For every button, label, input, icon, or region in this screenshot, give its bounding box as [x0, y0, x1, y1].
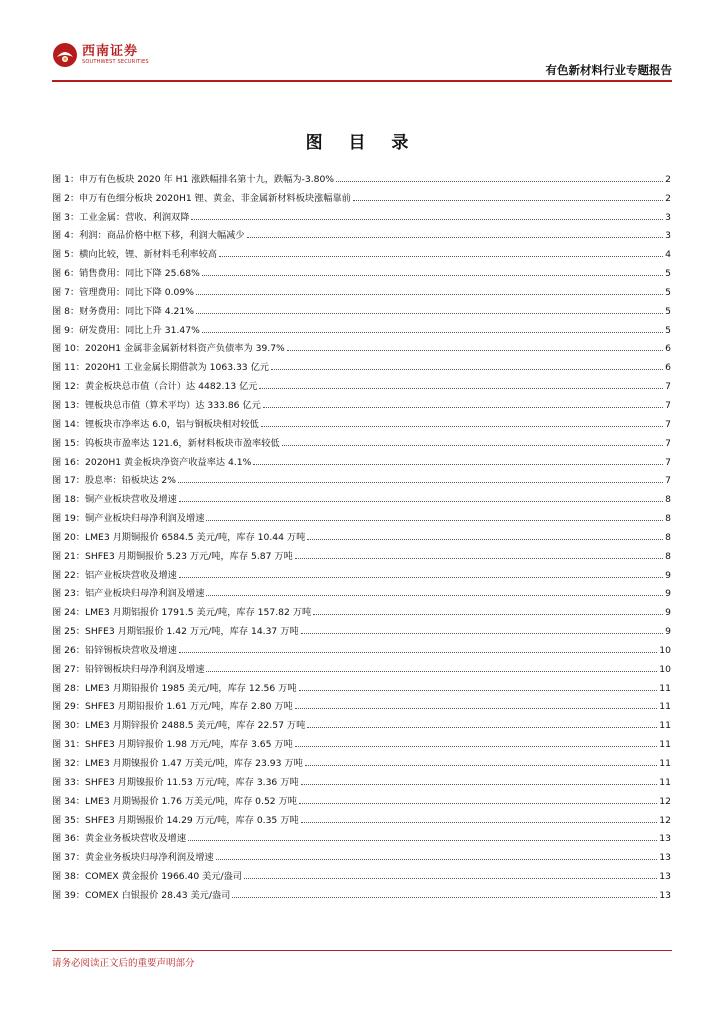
toc-entry-label: 图 7： [52, 286, 80, 298]
toc-dot-leader [295, 708, 658, 709]
toc-dot-leader [295, 746, 658, 747]
toc-entry-label: 图 18： [52, 494, 85, 506]
toc-dot-leader [179, 577, 663, 578]
toc-entry[interactable] [52, 336, 671, 355]
toc-entry-label: 图 36： [52, 833, 85, 845]
toc-entry-label: 图 8： [52, 305, 80, 317]
toc-entry-page: 6 [665, 362, 671, 374]
report-title: 有色新材料行业专题报告 [545, 63, 672, 77]
toc-entry-title: LME3 月期铅报价 1985 美元/吨，库存 12.56 万吨 [85, 682, 297, 694]
toc-entry-label: 图 4： [52, 230, 80, 242]
toc-entry-title: 工业金属：营收、利润双降 [79, 211, 190, 223]
toc-entry-page: 10 [659, 644, 671, 656]
toc-entry-label: 图 23： [52, 588, 85, 600]
toc-entry[interactable] [52, 204, 671, 223]
toc-dot-leader [244, 878, 657, 879]
toc-entry[interactable] [52, 223, 671, 242]
toc-entry-page: 7 [665, 456, 671, 468]
toc-entry-title: 锂板块总市值（算术平均）达 333.86 亿元 [85, 399, 261, 411]
toc-entry[interactable] [52, 562, 671, 581]
toc-entry-title: 锂板块市净率达 6.0，铝与铜板块相对较低 [85, 418, 259, 430]
toc-entry-page: 11 [659, 682, 671, 694]
toc-entry-page: 11 [659, 701, 671, 713]
toc-entry-title: 黄金业务板块归母净利润及增速 [85, 852, 214, 864]
footer-disclaimer: 请务必阅读正文后的重要声明部分 [52, 958, 195, 969]
toc-entry-label: 图 15： [52, 437, 85, 449]
toc-entry-label: 图 13： [52, 399, 85, 411]
toc-entry[interactable] [52, 769, 671, 788]
toc-entry-label: 图 27： [52, 663, 85, 675]
footer-divider [52, 950, 672, 951]
toc-entry-page: 9 [665, 607, 671, 619]
header-divider [52, 80, 672, 82]
toc-entry[interactable] [52, 298, 671, 317]
toc-entry-title: SHFE3 月期锌报价 1.98 万元/吨，库存 3.65 万吨 [85, 739, 293, 751]
toc-entry-title: LME3 月期锡报价 1.76 万美元/吨，库存 0.52 万吨 [85, 795, 297, 807]
toc-entry[interactable] [52, 241, 671, 260]
toc-entry-page: 11 [659, 720, 671, 732]
toc-dot-leader [301, 784, 658, 785]
toc-entry[interactable] [52, 581, 671, 600]
toc-entry-title: 铜产业板块营收及增速 [85, 494, 177, 506]
toc-dot-leader [247, 237, 664, 238]
toc-dot-leader [313, 614, 663, 615]
toc-entry[interactable] [52, 411, 671, 430]
toc-dot-leader [253, 464, 663, 465]
toc-entry-label: 图 22： [52, 569, 85, 581]
toc-entry[interactable] [52, 260, 671, 279]
toc-dot-leader [179, 652, 657, 653]
toc-entry[interactable] [52, 373, 671, 392]
toc-entry-page: 13 [659, 852, 671, 864]
toc-entry-title: 铅锌锡板块营收及增速 [85, 644, 177, 656]
toc-entry-page: 10 [659, 663, 671, 675]
toc-dot-leader [259, 388, 663, 389]
toc-entry-page: 11 [659, 776, 671, 788]
toc-dot-leader [206, 520, 663, 521]
toc-entry-page: 3 [665, 230, 671, 242]
toc-entry-label: 图 34： [52, 795, 85, 807]
figure-list [52, 166, 671, 901]
toc-entry-label: 图 21： [52, 550, 85, 562]
logo-english-name: SOUTHWEST SECURITIES [82, 59, 149, 65]
toc-entry-label: 图 39： [52, 889, 85, 901]
toc-entry-title: SHFE3 月期铝报价 1.42 万元/吨，库存 14.37 万吨 [85, 626, 299, 638]
toc-dot-leader [299, 690, 658, 691]
toc-entry-page: 9 [665, 569, 671, 581]
toc-entry-label: 图 16： [52, 456, 85, 468]
toc-entry-title: 横向比较，锂、新材料毛利率较高 [79, 249, 217, 261]
toc-entry[interactable] [52, 712, 671, 731]
toc-dot-leader [196, 294, 663, 295]
company-logo [52, 42, 149, 68]
toc-entry-page: 3 [665, 211, 671, 223]
toc-entry[interactable] [52, 449, 671, 468]
toc-entry-title: LME3 月期锌报价 2488.5 美元/吨，库存 22.57 万吨 [85, 720, 306, 732]
toc-dot-leader [206, 595, 663, 596]
toc-entry-title: 黄金板块总市值（合计）达 4482.13 亿元 [85, 381, 258, 393]
toc-entry-page: 5 [665, 324, 671, 336]
toc-dot-leader [216, 859, 658, 860]
toc-entry-title: 财务费用：同比下降 4.21% [79, 305, 194, 317]
toc-entry-label: 图 11： [52, 362, 85, 374]
toc-entry-label: 图 10： [52, 343, 85, 355]
toc-entry[interactable] [52, 354, 671, 373]
toc-dot-leader [178, 482, 663, 483]
page-header [0, 0, 724, 80]
toc-dot-leader [202, 332, 663, 333]
toc-entry-page: 7 [665, 418, 671, 430]
toc-dot-leader [196, 313, 663, 314]
toc-entry-title: 2020H1 黄金板块净资产收益率达 4.1% [85, 456, 252, 468]
toc-entry[interactable] [52, 675, 671, 694]
toc-entry-page: 8 [665, 550, 671, 562]
toc-entry[interactable] [52, 637, 671, 656]
toc-dot-leader [263, 407, 663, 408]
toc-entry[interactable] [52, 807, 671, 826]
toc-entry[interactable] [52, 826, 671, 845]
toc-entry-title: 研发费用：同比上升 31.47% [79, 324, 200, 336]
toc-dot-leader [282, 445, 664, 446]
toc-entry[interactable] [52, 279, 671, 298]
toc-entry-page: 8 [665, 494, 671, 506]
toc-entry-label: 图 38： [52, 871, 85, 883]
toc-entry-page: 8 [665, 531, 671, 543]
toc-entry-page: 7 [665, 399, 671, 411]
toc-entry-label: 图 37： [52, 852, 85, 864]
toc-entry-title: 管理费用：同比下降 0.09% [79, 286, 194, 298]
toc-entry-label: 图 3： [52, 211, 80, 223]
toc-entry-page: 6 [665, 343, 671, 355]
toc-entry-page: 13 [659, 871, 671, 883]
toc-dot-leader [307, 727, 657, 728]
toc-entry[interactable] [52, 750, 671, 769]
toc-entry[interactable] [52, 486, 671, 505]
toc-entry-label: 图 31： [52, 739, 85, 751]
toc-entry-title: COMEX 黄金报价 1966.40 美元/盎司 [85, 871, 243, 883]
toc-entry-title: 股息率：铅板块达 2% [85, 475, 176, 487]
toc-entry-label: 图 20： [52, 531, 85, 543]
toc-dot-leader [271, 369, 663, 370]
toc-dot-leader [301, 822, 658, 823]
toc-entry-label: 图 25： [52, 626, 85, 638]
toc-entry-title: 钨板块市盈率达 121.6，新材料板块市盈率较低 [85, 437, 280, 449]
toc-entry-label: 图 29： [52, 701, 85, 713]
logo-chinese-name: 西南证券 [82, 44, 139, 59]
toc-dot-leader [353, 200, 663, 201]
toc-entry[interactable] [52, 543, 671, 562]
toc-entry[interactable] [52, 656, 671, 675]
toc-entry[interactable] [52, 788, 671, 807]
toc-entry-title: 铜产业板块归母净利润及增速 [85, 513, 205, 525]
toc-dot-leader [299, 803, 657, 804]
toc-entry-page: 9 [665, 588, 671, 600]
toc-entry-page: 7 [665, 475, 671, 487]
toc-entry[interactable] [52, 844, 671, 863]
toc-entry-title: SHFE3 月期铜报价 5.23 万元/吨，库存 5.87 万吨 [85, 550, 293, 562]
toc-entry[interactable] [52, 505, 671, 524]
toc-dot-leader [295, 558, 663, 559]
toc-entry-title: 黄金业务板块营收及增速 [85, 833, 187, 845]
toc-entry-page: 13 [659, 889, 671, 901]
toc-dot-leader [202, 275, 663, 276]
toc-entry-label: 图 24： [52, 607, 85, 619]
toc-entry[interactable] [52, 185, 671, 204]
toc-entry-label: 图 17： [52, 475, 85, 487]
toc-dot-leader [179, 501, 663, 502]
toc-entry[interactable] [52, 317, 671, 336]
toc-entry-page: 8 [665, 513, 671, 525]
toc-entry-page: 2 [665, 173, 671, 185]
toc-entry-title: 铝产业板块归母净利润及增速 [85, 588, 205, 600]
toc-entry-page: 7 [665, 437, 671, 449]
toc-entry-title: LME3 月期铝报价 1791.5 美元/吨，库存 157.82 万吨 [85, 607, 312, 619]
toc-entry[interactable] [52, 468, 671, 487]
toc-entry-title: 2020H1 工业金属长期借款为 1063.33 亿元 [85, 362, 269, 374]
toc-entry-page: 7 [665, 381, 671, 393]
toc-entry[interactable] [52, 694, 671, 713]
toc-dot-leader [305, 765, 658, 766]
toc-entry-title: 申万有色板块 2020 年 H1 涨跌幅排名第十九，跌幅为-3.80% [79, 173, 335, 185]
toc-entry-title: 铅锌锡板块归母净利润及增速 [85, 663, 205, 675]
toc-entry-title: 利润：商品价格中枢下移，利润大幅减少 [79, 230, 245, 242]
toc-dot-leader [287, 350, 663, 351]
toc-dot-leader [336, 181, 663, 182]
toc-entry[interactable] [52, 430, 671, 449]
toc-entry-page: 12 [659, 795, 671, 807]
toc-entry[interactable] [52, 524, 671, 543]
toc-entry-label: 图 9： [52, 324, 80, 336]
toc-dot-leader [206, 671, 657, 672]
toc-entry-label: 图 1： [52, 173, 80, 185]
toc-entry-title: SHFE3 月期锡报价 14.29 万元/吨，库存 0.35 万吨 [85, 814, 299, 826]
toc-dot-leader [191, 219, 663, 220]
toc-entry-label: 图 32： [52, 758, 85, 769]
toc-entry-page: 13 [659, 833, 671, 845]
toc-entry[interactable] [52, 863, 671, 882]
toc-entry-title: 铝产业板块营收及增速 [85, 569, 177, 581]
toc-entry-label: 图 35： [52, 814, 85, 826]
toc-entry-title: 销售费用：同比下降 25.68% [79, 268, 200, 280]
toc-dot-leader [307, 539, 663, 540]
toc-entry-page: 12 [659, 814, 671, 826]
toc-entry-page: 5 [665, 268, 671, 280]
toc-entry-page: 4 [665, 249, 671, 261]
toc-entry[interactable] [52, 731, 671, 750]
toc-entry-title: SHFE3 月期镍报价 11.53 万元/吨，库存 3.36 万吨 [85, 776, 299, 788]
toc-entry-page: 9 [665, 626, 671, 638]
toc-entry-page: 11 [659, 758, 671, 769]
toc-entry-page: 2 [665, 192, 671, 204]
toc-dot-leader [261, 426, 663, 427]
toc-entry-label: 图 14： [52, 418, 85, 430]
toc-entry-title: COMEX 白银报价 28.43 美元/盎司 [85, 889, 231, 901]
toc-entry[interactable] [52, 599, 671, 618]
toc-entry-page: 5 [665, 305, 671, 317]
logo-mark-icon [52, 42, 78, 68]
toc-entry-page: 11 [659, 739, 671, 751]
toc-dot-leader [219, 256, 663, 257]
toc-entry-label: 图 28： [52, 682, 85, 694]
toc-entry-title: LME3 月期铜报价 6584.5 美元/吨，库存 10.44 万吨 [85, 531, 306, 543]
toc-entry-label: 图 30： [52, 720, 85, 732]
toc-entry-page: 5 [665, 286, 671, 298]
toc-entry-title: LME3 月期镍报价 1.47 万美元/吨，库存 23.93 万吨 [85, 758, 303, 769]
toc-entry-label: 图 2： [52, 192, 80, 204]
toc-entry-label: 图 5： [52, 249, 80, 261]
toc-entry[interactable] [52, 166, 671, 185]
toc-entry[interactable] [52, 392, 671, 411]
toc-dot-leader [232, 897, 657, 898]
toc-entry-label: 图 33： [52, 776, 85, 788]
toc-dot-leader [188, 840, 657, 841]
toc-entry-title: 申万有色细分板块 2020H1 锂、黄金、非金属新材料板块涨幅靠前 [79, 192, 351, 204]
toc-entry-label: 图 6： [52, 268, 80, 280]
toc-entry[interactable] [52, 618, 671, 637]
toc-entry-label: 图 19： [52, 513, 85, 525]
toc-title: 图 目 录 [305, 133, 419, 153]
toc-entry-title: 2020H1 金属非金属新材料资产负债率为 39.7% [85, 343, 285, 355]
toc-entry-label: 图 12： [52, 381, 85, 393]
toc-dot-leader [301, 633, 664, 634]
toc-entry-title: SHFE3 月期铅报价 1.61 万元/吨，库存 2.80 万吨 [85, 701, 293, 713]
toc-entry[interactable] [52, 882, 671, 901]
toc-entry-label: 图 26： [52, 644, 85, 656]
